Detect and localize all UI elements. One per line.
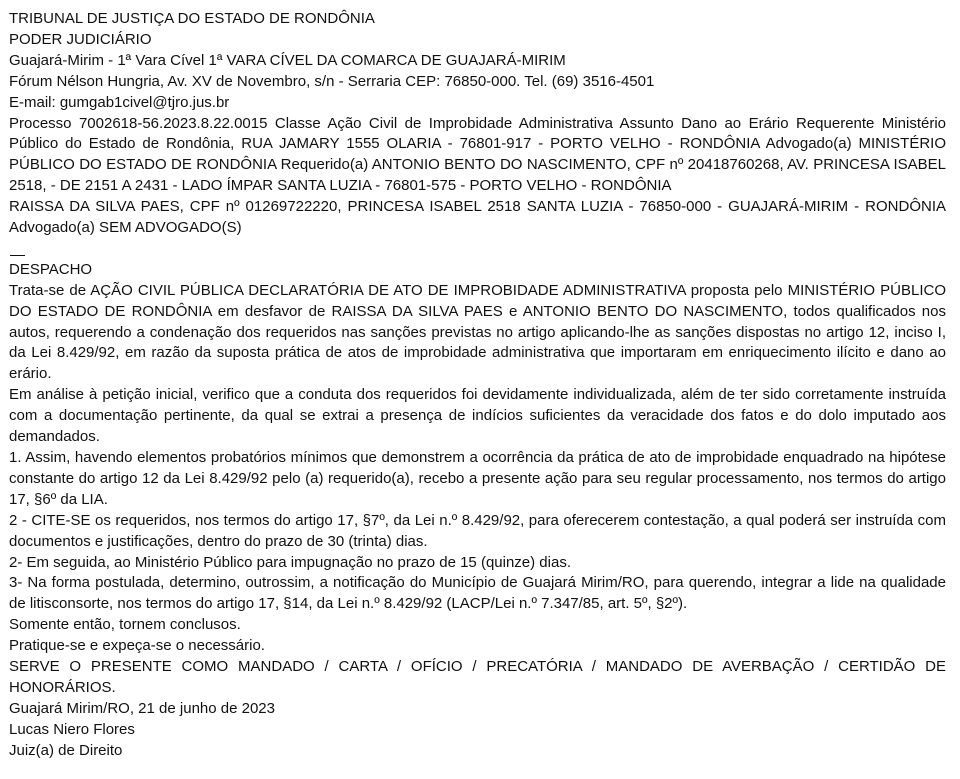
court-address: Fórum Nélson Hungria, Av. XV de Novembro, s/n - Serraria CEP: 76850-000. Tel. (69) 3516-4501: [9, 72, 655, 90]
paragraph-serve: SERVE O PRESENTE COMO MANDADO / CARTA / OFÍCIO / PRECATÓRIA / MANDADO DE AVERBAÇÃO / CERTIDÃO DE HONORÁRIOS.: [9, 658, 946, 696]
process-summary: Processo 7002618-56.2023.8.22.0015 Classe Ação Civil de Improbidade Administrativa Assunto Dano ao Erário Requerente Ministério Público do Estado de Rondônia, RUA JAMARY 1555 OLARIA - 76801-917 - PORTO VELHO - RONDÔNIA Advogado(a) MINISTÉRIO PÚBLICO DO ESTADO DE RONDÔNIA Requerido(a) ANTONIO BENTO DO NASCIMENTO, CPF nº 20418760268, AV. PRINCESA ISABEL 2518, - DE 2151 A 2431 - LADO ÍMPAR SANTA LUZIA - 76801-575 - PORTO VELHO - RONDÔNIA: [9, 114, 946, 195]
paragraph-item-3: 3- Na forma postulada, determino, outrossim, a notificação do Município de Guajará Mirim/RO, para querendo, integrar a lide na qualidade de litisconsorte, nos termos do artigo 17, §14, da Lei n.º 8.429/92 (LACP/Lei n.º 7.347/85, art. 5º, §2º).: [9, 574, 946, 613]
signature-judge-title: Juiz(a) de Direito: [9, 741, 123, 759]
separator-line: [9, 239, 946, 260]
paragraph-pratique: Pratique-se e expeça-se o necessário.: [9, 637, 265, 655]
signature-judge-name: Lucas Niero Flores: [9, 720, 135, 738]
paragraph-conclusos: Somente então, tornem conclusos.: [9, 616, 241, 634]
court-email: E-mail: gumgab1civel@tjro.jus.br: [9, 93, 230, 111]
court-name: TRIBUNAL DE JUSTIÇA DO ESTADO DE RONDÔNIA: [9, 10, 375, 27]
second-defendant: RAISSA DA SILVA PAES, CPF nº 01269722220, PRINCESA ISABEL 2518 SANTA LUZIA - 76850-000 - GUAJARÁ-MIRIM - RONDÔNIA Advogado(a) SEM ADVOGADO(S): [9, 198, 946, 237]
paragraph-item-2-ministry: 2- Em seguida, ao Ministério Público para impugnação no prazo de 15 (quinze) dias.: [9, 553, 571, 571]
signature-place-date: Guajará Mirim/RO, 21 de junho de 2023: [9, 699, 275, 717]
court-division: Guajará-Mirim - 1ª Vara Cível 1ª VARA CÍVEL DA COMARCA DE GUAJARÁ-MIRIM: [9, 51, 566, 69]
document-heading: DESPACHO: [9, 260, 93, 278]
paragraph-item-2-citation: 2 - CITE-SE os requeridos, nos termos do artigo 17, §7º, da Lei n.º 8.429/92, para oferecerem contestação, a qual poderá ser instruída com documentos e justificações, dentro do prazo de 30 (trinta) dias.: [9, 511, 946, 550]
paragraph-analysis: Em análise à petição inicial, verifico que a conduta dos requeridos foi devidamente individualizada, além de ter sido corretamente instruída com a documentação pertinente, da qual se extrai a presença de indícios suficientes da veracidade dos fatos e do dolo imputado aos demandados.: [9, 386, 946, 446]
judicial-power: PODER JUDICIÁRIO: [9, 30, 152, 48]
paragraph-intro: Trata-se de AÇÃO CIVIL PÚBLICA DECLARATÓRIA DE ATO DE IMPROBIDADE ADMINISTRATIVA proposta pelo MINISTÉRIO PÚBLICO DO ESTADO DE RONDÔNIA em desfavor de RAISSA DA SILVA PAES e ANTONIO BENTO DO NASCIMENTO, todos qualificados nos autos, requerendo a condenação dos requeridos nas sanções previstas no artigo aplicando-lhe as sanções dispostas no artigo 12, inciso I, da Lei 8.429/92, em razão da suposta prática de atos de improbidade administrativa que importaram em enriquecimento ilícito e dano ao erário.: [9, 281, 946, 383]
paragraph-item-1: 1. Assim, havendo elementos probatórios mínimos que demonstrem a ocorrência da prática de ato de improbidade enquadrado na hipótese constante do artigo 12 da Lei 8.429/92 pelo (a) requerido(a), recebo a presente ação para seu regular processamento, nos termos do artigo 17, §6º da LIA.: [9, 449, 946, 508]
